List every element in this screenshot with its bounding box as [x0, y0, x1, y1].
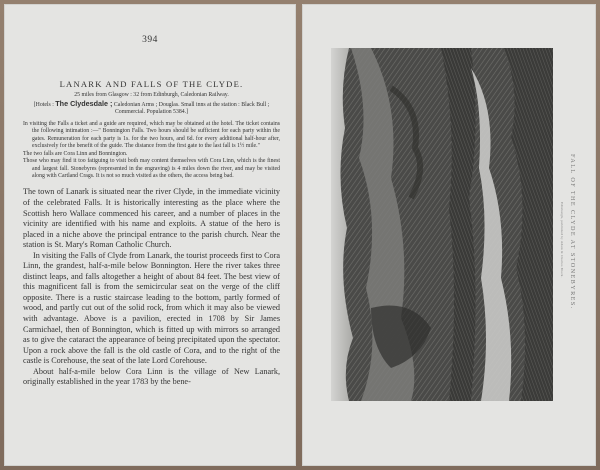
hotels-featured: The Clydesdale ; [55, 98, 113, 108]
note-paragraph: Those who may find it too fatiguing to visit both may content themselves with Cora Linn, which is the finest and largest fall. Stonebyres (represented in the engraving) is 4 miles down the river, and may be visited along with Cartland Crags. It is not so much visited as the others, the access being bad. [23, 158, 280, 179]
page-number: 394 [142, 35, 158, 45]
waterfall-engraving-image [331, 48, 553, 401]
hotels-rest: Caledonian Arms ; Douglas. Small inns at the station : Black Bull ; Commercial. Population 5384.] [113, 101, 270, 116]
left-page [4, 4, 296, 466]
distance-line: 25 miles from Glasgow : 32 from Edinburgh, Caledonian Railway. [74, 92, 229, 98]
plate-caption-block [556, 154, 586, 404]
visitor-notes [23, 121, 280, 181]
plate-caption: FALL OF THE CLYDE AT STONEBYRES. [569, 154, 576, 310]
hotels-line [23, 100, 280, 117]
body-paragraph: About half-a-mile below Cora Linn is the village of New Lanark, originally established in the year 1783 by the bene- [23, 366, 280, 387]
chapter-title: LANARK AND FALLS OF THE CLYDE. [59, 79, 244, 89]
hotels-prefix: [Hotels : [33, 101, 54, 108]
plate-credit: Edinburgh, published by Adam & Charles Black. [560, 202, 564, 278]
engraving-plate [331, 48, 553, 401]
note-paragraph: In visiting the Falls a ticket and a guide are required, which may be obtained at the hotel. The ticket contains the following intimation :—" Bonnington Falls. Two hours should be sufficient for each party within the gates. Remuneration for each party is 1s. for the two hours, and 6d. for every additional half-hour after, exclusively for the benefit of the guide. The distance from the first gate to the last fall is 1½ mile." [23, 120, 280, 150]
note-paragraph: The two falls are Cora Linn and Bonnington. [23, 150, 128, 157]
body-paragraph: In visiting the Falls of Clyde from Lanark, the tourist proceeds first to Cora Linn, the grandest, half-a-mile below Bonnington. Here the river takes three distinct leaps, and falls altogether a height of about 84 feet. The best view of this magnificent fall is from the semicircular seat on the verge of the cliff opposite. There is a rustic staircase leading to the bottom, partly formed of wood, and partly cut out of the solid rock, from which it may also be viewed with advantage. Above is a pavilion, erected in 1708 by Sir James Carmichael, then of Bonnington, which is fitted up with mirrors so arranged as to give the cataract the appearance of being precipitated upon the spectator. Upon a rock above the fall is the old castle of Cora, and to the right of the castle is Corehouse, the seat of the late Lord Corehouse. [23, 250, 280, 366]
body-paragraph: The town of Lanark is situated near the river Clyde, in the immediate vicinity of the celebrated Falls. It is historically interesting as the place where the Scottish hero Wallace commenced his career, and a number of places in the vicinity are identified with his name and exploits. A statue of the hero is placed in a niche above the principal entrance to the parish church. Near the station is St. Mary's Roman Catholic Church. [23, 187, 280, 250]
body-text [23, 187, 280, 387]
right-page [302, 4, 596, 466]
page-content [23, 79, 280, 388]
